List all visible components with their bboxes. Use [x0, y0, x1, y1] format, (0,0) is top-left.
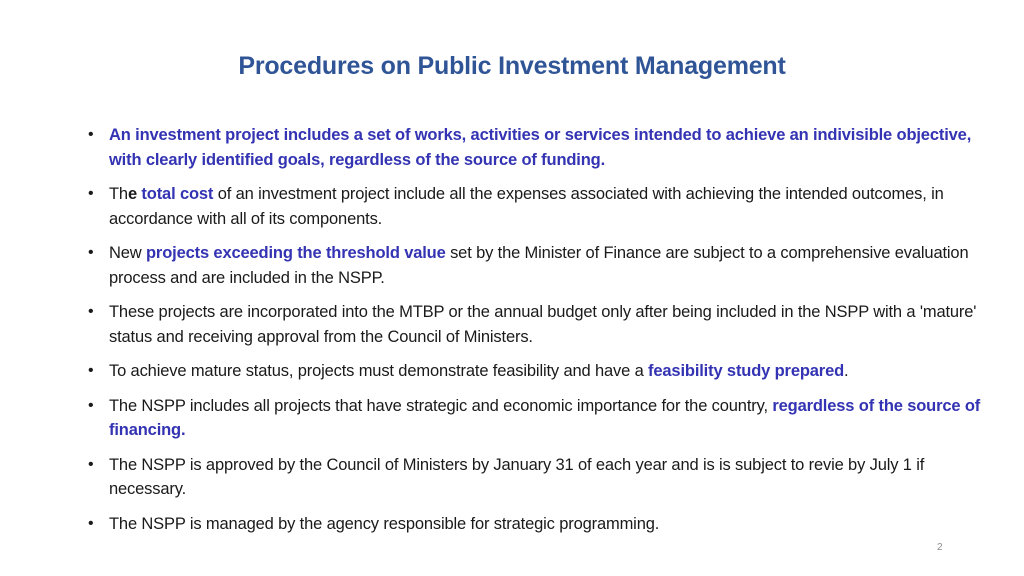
slide-title: Procedures on Public Investment Management — [238, 52, 786, 80]
bullet-highlight: projects exceeding the threshold value — [146, 244, 446, 262]
bullet-text: The NSPP is managed by the agency responsible for strategic programming. — [109, 514, 660, 533]
bullet-highlight: feasibility study prepared — [648, 362, 845, 380]
bullet-item-investment-project — [86, 123, 986, 172]
bullet-text: An investment project includes a set of works, activities or services intended to achieve an indivisible objective, with clearly identified goals, regardless of the source of funding. — [109, 126, 972, 169]
page-number: 2 — [937, 542, 943, 553]
bullet-item-threshold — [86, 241, 986, 290]
bullet-text-bold: e — [127, 185, 137, 203]
bullet-text: set by the Minister of Finance are subject to a comprehensive evaluation process and are included in the NSPP. — [109, 244, 969, 287]
bullet-item-mtbp — [86, 300, 986, 349]
bullet-text: To achieve mature status, projects must demonstrate feasibility and have a — [109, 362, 649, 380]
bullet-item-nspp-includes — [86, 394, 986, 443]
bullet-text: The NSPP is approved by the Council of Ministers by January 31 of each year and is is subject to revie by July 1 if necessary. — [109, 455, 925, 498]
bullet-highlight: regardless of the source of financing. — [109, 396, 981, 439]
bullet-item-total-cost — [86, 182, 986, 231]
bullet-text: New — [109, 244, 146, 262]
bullet-text: Th — [109, 185, 128, 203]
bullet-list — [86, 123, 986, 546]
bullet-text: . — [844, 362, 849, 380]
bullet-text: The NSPP includes all projects that have strategic and economic importance for the country, — [109, 396, 773, 415]
bullet-text: These projects are incorporated into the MTBP or the annual budget only after being included in the NSPP with a 'mature' status and receiving approval from the Council of Ministers. — [109, 303, 977, 346]
bullet-text: of an investment project include all the expenses associated with achieving the intended outcomes, in accordance with all of its components. — [109, 185, 944, 228]
bullet-highlight: total cost — [137, 185, 214, 203]
bullet-item-nspp-approved — [86, 453, 986, 502]
bullet-item-nspp-managed — [86, 512, 986, 537]
bullet-item-mature-status — [86, 359, 986, 384]
